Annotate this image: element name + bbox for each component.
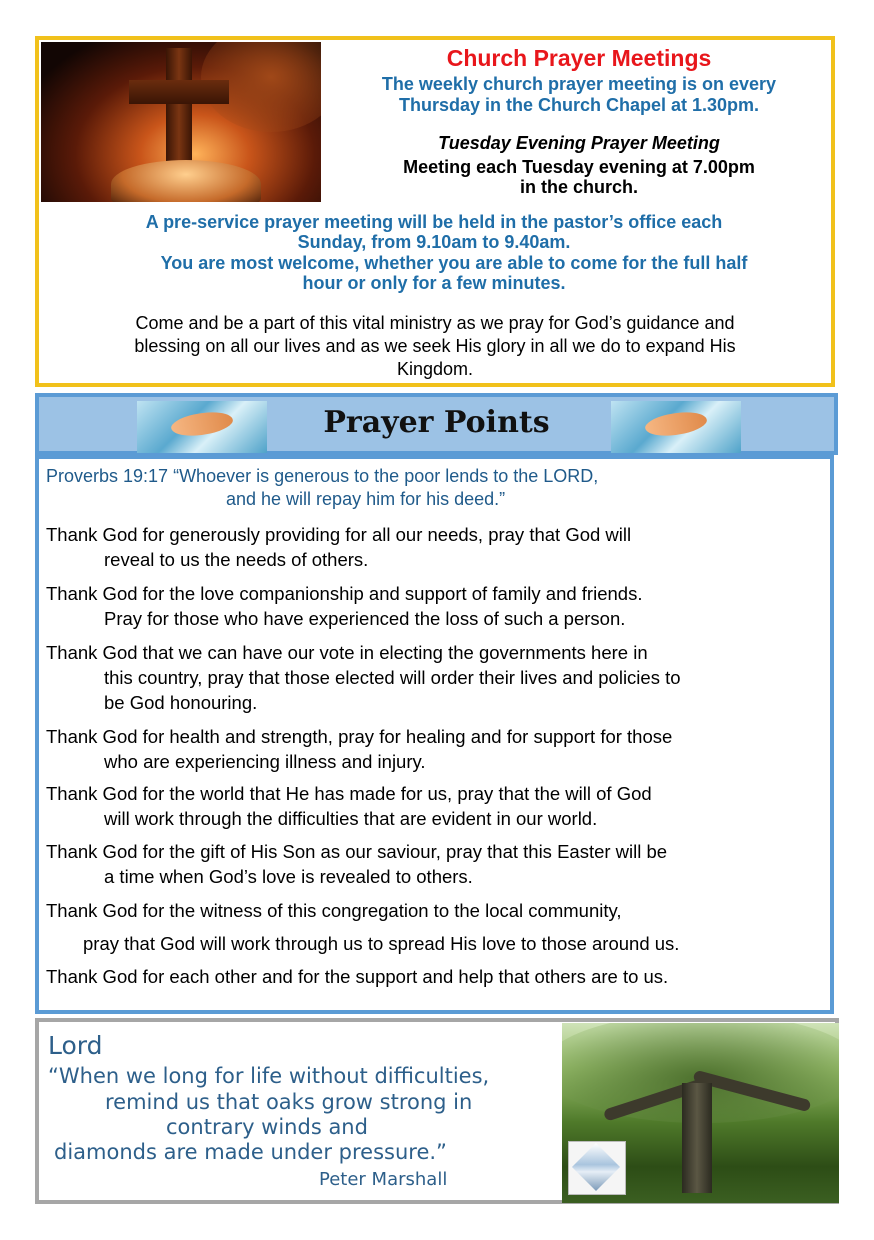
quote-line-1: “When we long for life without difficulties,	[48, 1064, 490, 1088]
prayer-point	[46, 640, 830, 715]
prayer-point	[46, 839, 830, 889]
weekly-meeting-line-2: Thursday in the Church Chapel at 1.30pm.	[398, 95, 760, 115]
tuesday-line-2: in the church.	[519, 177, 638, 197]
tuesday-line-1: Meeting each Tuesday evening at 7.00pm	[403, 157, 755, 177]
prayer-point	[46, 724, 830, 774]
prayer-points-list	[35, 455, 834, 1014]
prayer-point-line: be God honouring.	[104, 692, 258, 713]
quote-lord: Lord	[48, 1031, 103, 1060]
quote-line-2: remind us that oaks grow strong in	[105, 1090, 473, 1114]
prayer-point-line: this country, pray that those elected will order their lives and policies to	[104, 667, 681, 688]
prayer-point	[46, 522, 830, 572]
prayer-meetings-section	[35, 36, 835, 387]
praying-hands-icon	[611, 401, 741, 453]
prayer-point-line: Thank God for generously providing for all our needs, pray that God will	[46, 524, 632, 545]
prayer-points-title: Prayer Points	[323, 405, 550, 440]
quote-line-4: diamonds are made under pressure.”	[54, 1140, 447, 1164]
oak-tree-image	[562, 1023, 839, 1203]
quote-line-3: contrary winds and	[166, 1115, 368, 1139]
invite-line-1: Come and be a part of this vital ministry as we pray for God’s guidance and	[135, 313, 735, 333]
quote-section	[35, 1018, 839, 1204]
invite-line-3: Kingdom.	[396, 359, 474, 379]
prayer-point-line: Thank God for the world that He has made for us, pray that the will of God	[46, 783, 652, 804]
preservice-line-1: A pre-service prayer meeting will be held in the pastor’s office each	[145, 212, 723, 232]
prayer-point	[46, 898, 830, 956]
prayer-point-line: Thank God that we can have our vote in electing the governments here in	[46, 642, 648, 663]
prayer-point-line: Thank God for the gift of His Son as our saviour, pray that this Easter will be	[46, 841, 668, 862]
prayer-point-line: pray that God will work through us to spread His love to those around us.	[83, 933, 680, 954]
scripture-verse	[46, 465, 826, 511]
prayer-point	[46, 781, 830, 831]
meetings-title: Church Prayer Meetings	[446, 45, 712, 71]
prayer-point-line: Thank God for health and strength, pray for healing and for support for those	[46, 726, 673, 747]
welcome-line-1: You are most welcome, whether you are able to come for the full half	[160, 253, 748, 273]
prayer-point-line: Thank God for the love companionship and support of family and friends.	[46, 583, 643, 604]
prayer-point-line: Pray for those who have experienced the loss of such a person.	[104, 608, 626, 629]
cross-in-hands-image	[41, 42, 321, 202]
weekly-meeting-line-1: The weekly church prayer meeting is on every	[381, 74, 777, 94]
prayer-point	[46, 964, 830, 989]
prayer-point-line: who are experiencing illness and injury.	[104, 751, 426, 772]
prayer-point-line: Thank God for the witness of this congregation to the local community,	[46, 900, 622, 921]
prayer-point-line: will work through the difficulties that are evident in our world.	[104, 808, 598, 829]
verse-line-1: Proverbs 19:17 “Whoever is generous to the poor lends to the LORD,	[46, 466, 599, 486]
prayer-point-line: Thank God for each other and for the support and help that others are to us.	[46, 966, 669, 987]
welcome-line-2: hour or only for a few minutes.	[302, 273, 566, 293]
prayer-point-line: a time when God’s love is revealed to others.	[104, 866, 473, 887]
diamond-image	[568, 1141, 626, 1195]
prayer-points-header	[35, 393, 838, 455]
tuesday-heading: Tuesday Evening Prayer Meeting	[438, 133, 720, 153]
invite-line-2: blessing on all our lives and as we seek His glory in all we do to expand His	[134, 336, 736, 356]
prayer-point-line: reveal to us the needs of others.	[104, 549, 369, 570]
verse-line-2: and he will repay him for his deed.”	[226, 489, 506, 509]
prayer-point	[46, 581, 830, 631]
preservice-line-2: Sunday, from 9.10am to 9.40am.	[297, 232, 571, 252]
quote-author: Peter Marshall	[319, 1169, 448, 1190]
